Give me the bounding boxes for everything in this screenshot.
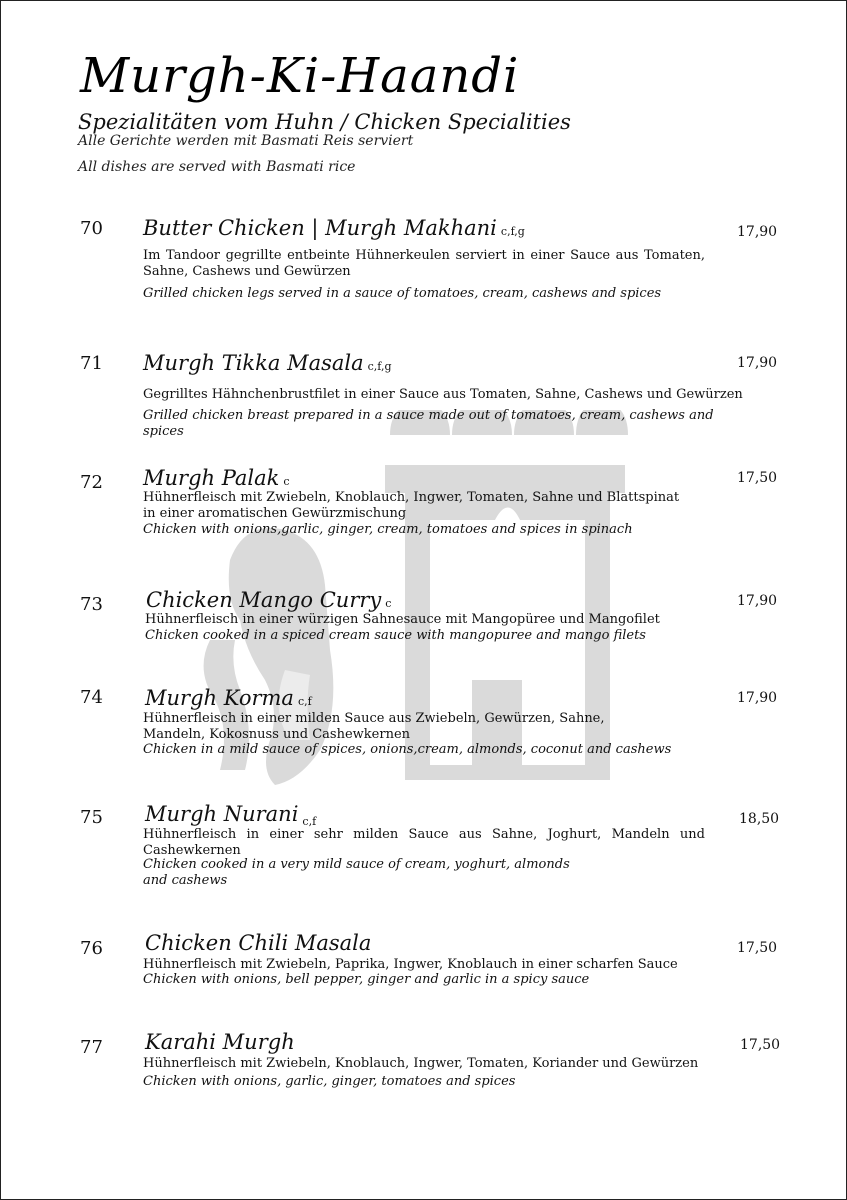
item-number: 74 (80, 687, 103, 708)
item-number: 71 (80, 353, 103, 374)
item-name (145, 686, 312, 710)
item-number: 72 (80, 472, 103, 493)
item-name (146, 588, 391, 612)
allergen-codes: c,f,g (367, 360, 392, 373)
item-price: 17,90 (737, 355, 778, 371)
item-description-german: Hühnerfleisch in einer sehr milden Sauce aus Sahne, Joghurt, Mandeln und Cashewkernen (143, 827, 705, 858)
item-number: 76 (80, 938, 103, 959)
allergen-codes: c (283, 475, 290, 488)
item-number: 77 (80, 1037, 103, 1058)
item-description-english: Chicken cooked in a spiced cream sauce with mangopuree and mango filets (145, 628, 646, 643)
item-price: 17,50 (740, 1037, 781, 1053)
item-name (145, 931, 375, 955)
item-description-english: Chicken with onions,garlic, ginger, cream, tomatoes and spices in spinach (143, 522, 633, 537)
item-description-german: Hühnerfleisch in einer würzigen Sahnesauce mit Mangopüree und Mangofilet (145, 612, 660, 627)
item-description-german: Gegrilltes Hähnchenbrustfilet in einer Sauce aus Tomaten, Sahne, Cashews und Gewürzen (143, 387, 743, 402)
item-name (145, 802, 316, 828)
item-price: 17,90 (737, 690, 778, 706)
allergen-codes: c (385, 597, 392, 610)
item-description-english: Grilled chicken breast prepared in a sauce made out of tomatoes, cream, cashews and spices (143, 408, 714, 439)
item-description-german: Hühnerfleisch in einer milden Sauce aus Zwiebeln, Gewürzen, Sahne, Mandeln, Kokosnuss und Cashewkernen (143, 711, 605, 742)
item-description-german: Hühnerfleisch mit Zwiebeln, Knoblauch, Ingwer, Tomaten, Sahne und Blattspinat in einer aromatischen Gewürzmischung (143, 490, 680, 521)
item-name (143, 216, 525, 240)
item-description-english: Chicken with onions, bell pepper, ginger and garlic in a spicy sauce (143, 972, 590, 987)
item-name (143, 351, 392, 375)
item-number: 73 (80, 594, 103, 615)
item-description-german: Hühnerfleisch mit Zwiebeln, Paprika, Ingwer, Knoblauch in einer scharfen Sauce (143, 957, 678, 972)
item-number: 70 (80, 218, 103, 239)
item-name-text: Murgh Tikka Masala (143, 351, 364, 375)
item-name-text: Chicken Chili Masala (145, 931, 372, 955)
item-name (145, 1030, 299, 1054)
rice-note-german: Alle Gerichte werden mit Basmati Reis serviert (78, 133, 414, 149)
item-name-text: Butter Chicken | Murgh Makhani (143, 216, 497, 240)
item-price: 17,50 (737, 470, 778, 486)
item-description-english: Chicken with onions, garlic, ginger, tomatoes and spices (143, 1074, 516, 1089)
item-description-english: Chicken in a mild sauce of spices, onions,cream, almonds, coconut and cashews (143, 742, 672, 757)
page-subtitle: Spezialitäten vom Huhn / Chicken Specialities (78, 110, 571, 134)
item-name-text: Chicken Mango Curry (146, 588, 382, 612)
item-description-german: Im Tandoor gegrillte entbeinte Hühnerkeulen serviert in einer Sauce aus Tomaten, Sahne, Cashews und Gewürzen (143, 248, 705, 279)
item-description-german: Hühnerfleisch mit Zwiebeln, Knoblauch, Ingwer, Tomaten, Koriander und Gewürzen (143, 1056, 699, 1071)
item-name (143, 466, 290, 490)
item-name-text: Murgh Nurani (145, 802, 299, 826)
item-name-text: Murgh Korma (145, 686, 294, 710)
page-title: Murgh-Ki-Haandi (80, 48, 520, 104)
item-name-text: Murgh Palak (143, 466, 280, 490)
allergen-codes: c,f (297, 695, 312, 708)
rice-note-english: All dishes are served with Basmati rice (78, 159, 356, 175)
item-name-text: Karahi Murgh (145, 1030, 295, 1054)
item-description-english: Grilled chicken legs served in a sauce of tomatoes, cream, cashews and spices (143, 286, 662, 301)
allergen-codes: c,f,g (500, 225, 525, 238)
item-description-english: Chicken cooked in a very mild sauce of cream, yoghurt, almonds and cashews (143, 857, 570, 888)
item-price: 17,90 (737, 224, 778, 240)
item-price: 18,50 (739, 811, 780, 827)
allergen-codes: c,f (302, 815, 317, 828)
item-price: 17,50 (737, 940, 778, 956)
item-price: 17,90 (737, 593, 778, 609)
item-number: 75 (80, 807, 103, 828)
